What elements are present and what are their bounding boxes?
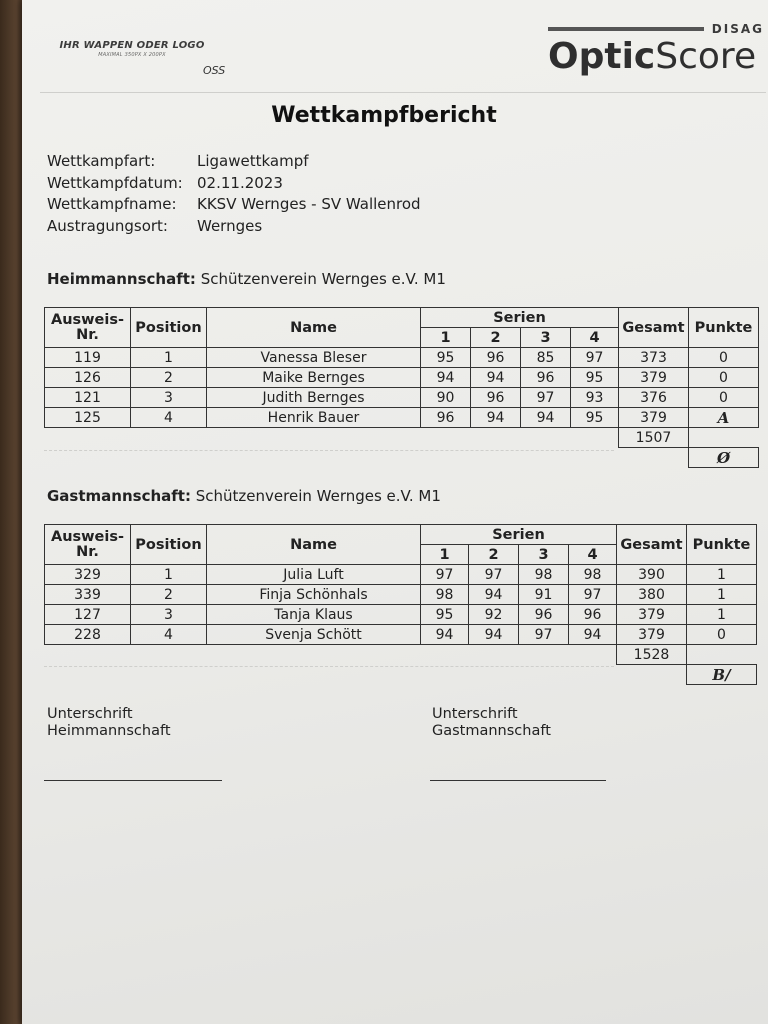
home-score-table: [44, 307, 759, 468]
col-punkte: Punkte: [689, 308, 759, 348]
table-row: 126 2 Maike Bernges 94 94 96 95 379 0: [45, 368, 759, 388]
col-serien: Serien: [421, 308, 619, 328]
col-serie-4: 4: [571, 328, 619, 348]
logo-placeholder: [52, 40, 212, 58]
table-row: 228 4 Svenja Schött 94 94 97 94 379 0: [45, 625, 757, 645]
home-table-divider: [44, 450, 614, 451]
col-gesamt: Gesamt: [619, 308, 689, 348]
oss-label: OSS: [203, 64, 226, 77]
total-row: [45, 428, 759, 448]
col-serie-1: 1: [421, 545, 469, 565]
col-serie-3: 3: [521, 328, 571, 348]
col-name: Name: [207, 308, 421, 348]
home-team-name: Schützenverein Wernges e.V. M1: [200, 270, 446, 288]
logo-disag-text: DISAG: [711, 22, 764, 36]
col-serie-4: 4: [569, 545, 617, 565]
home-sum-points: Ø: [689, 448, 759, 468]
home-signature-label: Unterschrift Heimmannschaft: [47, 706, 171, 739]
logo-optic-text: Optic: [548, 36, 656, 77]
guest-table-divider: [44, 666, 614, 667]
guest-team-name: Schützenverein Wernges e.V. M1: [195, 487, 441, 505]
guest-sum-total: 1528: [617, 645, 687, 665]
col-position: Position: [131, 308, 207, 348]
table-row: 127 3 Tanja Klaus 95 92 96 96 379 1: [45, 605, 757, 625]
col-gesamt: Gesamt: [617, 525, 687, 565]
col-ausweis: Ausweis- Nr.: [45, 525, 131, 565]
home-signature-line: [44, 780, 222, 781]
col-serie-2: 2: [469, 545, 519, 565]
col-serie-2: 2: [471, 328, 521, 348]
logo-placeholder-text: IHR WAPPEN ODER LOGO: [59, 40, 205, 51]
guest-team-heading: Gastmannschaft: Schützenverein Wernges e.V. M1: [47, 487, 441, 505]
header-divider: [40, 92, 766, 93]
points-sum-row: [45, 665, 757, 685]
table-row: 329 1 Julia Luft 97 97 98 98 390 1: [45, 565, 757, 585]
col-ausweis: Ausweis- Nr.: [45, 308, 131, 348]
guest-sum-points: B/: [687, 665, 757, 685]
info-row: Wettkampfdatum: 02.11.2023: [47, 173, 283, 192]
total-row: [45, 645, 757, 665]
info-row: Wettkampfname: KKSV Wernges - SV Wallenrod: [47, 195, 421, 213]
table-row: 339 2 Finja Schönhals 98 94 91 97 380 1: [45, 585, 757, 605]
logo-placeholder-size: MAXIMAL 350PX X 200PX: [98, 52, 166, 58]
col-serien: Serien: [421, 525, 617, 545]
home-team-heading: Heimmannschaft: Schützenverein Wernges e.V. M1: [47, 270, 446, 288]
col-serie-3: 3: [519, 545, 569, 565]
table-row: 121 3 Judith Bernges 90 96 97 93 376 0: [45, 388, 759, 408]
guest-signature-line: [430, 780, 606, 781]
guest-signature-label: Unterschrift Gastmannschaft: [432, 706, 551, 739]
col-serie-1: 1: [421, 328, 471, 348]
info-row: Austragungsort: Wernges: [47, 216, 263, 235]
table-row: 119 1 Vanessa Bleser 95 96 85 97 373 0: [45, 348, 759, 368]
col-name: Name: [207, 525, 421, 565]
col-punkte: Punkte: [687, 525, 757, 565]
logo-score-text: Score: [655, 36, 757, 77]
info-row: Wettkampfart: Ligawettkampf: [47, 152, 309, 170]
guest-score-table: [44, 524, 757, 685]
page-title: Wettkampfbericht: [271, 103, 497, 128]
handwritten-points: A: [689, 408, 759, 428]
col-position: Position: [131, 525, 207, 565]
competition-info: [47, 151, 421, 237]
disag-opticscore-logo: [548, 22, 764, 77]
logo-bar: [548, 27, 704, 31]
home-sum-total: 1507: [619, 428, 689, 448]
table-row: 125 4 Henrik Bauer 96 94 94 95 379 A: [45, 408, 759, 428]
